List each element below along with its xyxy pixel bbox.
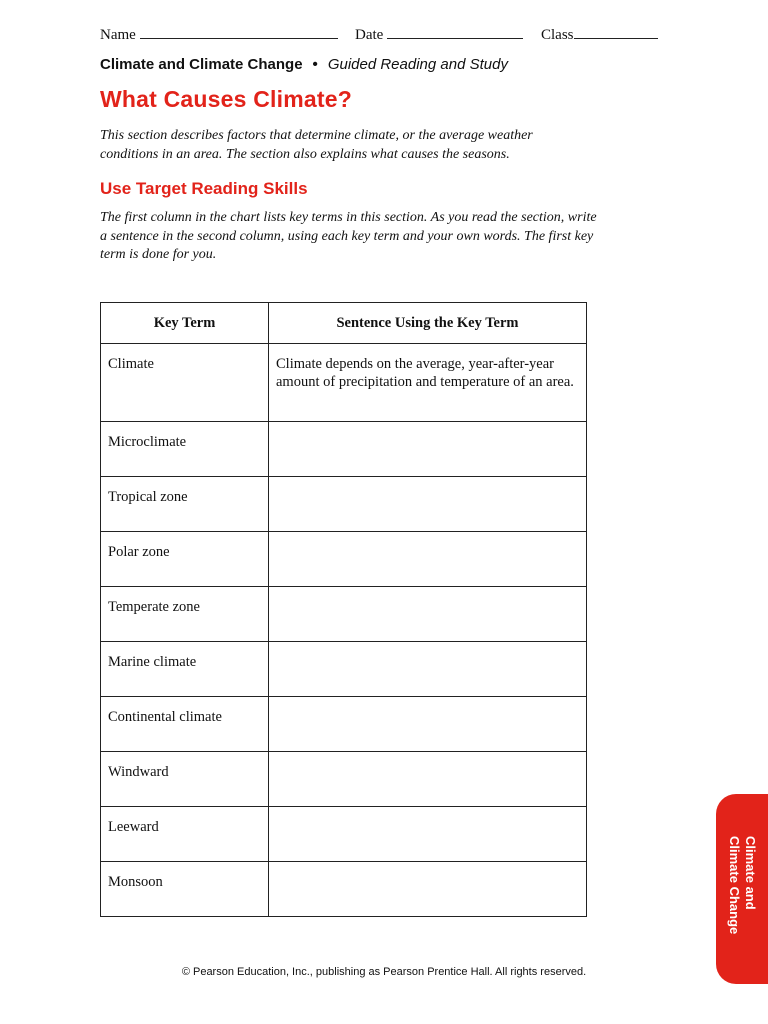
page-title: What Causes Climate? (100, 86, 352, 112)
table-row (101, 752, 587, 807)
chapter-name: Climate and Climate Change (100, 56, 303, 73)
table-row (101, 532, 587, 587)
sentence-cell[interactable] (269, 477, 587, 532)
sentence-cell: Climate depends on the average, year-after-year amount of precipitation and temperature of an area. (269, 344, 587, 422)
table-row (101, 477, 587, 532)
key-term-cell: Climate (101, 344, 269, 422)
key-term-cell: Leeward (101, 807, 269, 862)
sentence-cell[interactable] (269, 807, 587, 862)
copyright-footer: © Pearson Education, Inc., publishing as Pearson Prentice Hall. All rights reserved. (181, 966, 587, 978)
name-field (100, 24, 338, 44)
key-term-cell: Windward (101, 752, 269, 807)
table-row (101, 862, 587, 917)
key-term-cell: Marine climate (101, 642, 269, 697)
sentence-cell[interactable] (269, 697, 587, 752)
key-term-cell: Monsoon (101, 862, 269, 917)
chapter-side-tab (716, 794, 768, 984)
key-term-cell: Tropical zone (101, 477, 269, 532)
class-blank[interactable] (574, 24, 658, 39)
table-row (101, 697, 587, 752)
instructions-text: The first column in the chart lists key terms in this section. As you read the section, write a sentence in the second column, using each key term and your own words. The first key term is done for you. (100, 210, 597, 262)
chapter-subtitle: Guided Reading and Study (327, 56, 508, 73)
class-label: Class (541, 27, 574, 43)
sentence-cell[interactable] (269, 862, 587, 917)
table-row (101, 344, 587, 422)
header-key-term: Key Term (101, 303, 269, 344)
table-row (101, 587, 587, 642)
sentence-cell[interactable] (269, 642, 587, 697)
date-field (355, 24, 523, 44)
key-term-cell: Continental climate (101, 697, 269, 752)
key-term-cell: Microclimate (101, 422, 269, 477)
table-header-row (101, 303, 587, 344)
section-heading: Use Target Reading Skills (100, 179, 308, 198)
sentence-cell[interactable] (269, 752, 587, 807)
chapter-line (100, 56, 508, 73)
key-term-cell: Polar zone (101, 532, 269, 587)
name-blank[interactable] (140, 24, 338, 39)
class-field (541, 24, 658, 44)
key-term-cell: Temperate zone (101, 587, 269, 642)
side-tab-label (724, 836, 758, 960)
sentence-cell[interactable] (269, 422, 587, 477)
header-sentence: Sentence Using the Key Term (269, 303, 587, 344)
sentence-cell[interactable] (269, 532, 587, 587)
date-label: Date (355, 27, 384, 43)
name-label: Name (100, 27, 136, 43)
table-row (101, 807, 587, 862)
chapter-bullet: • (312, 56, 318, 73)
student-info-line (100, 24, 670, 46)
sentence-cell[interactable] (269, 587, 587, 642)
intro-text: This section describes factors that determine climate, or the average weather conditions in an area. The section also explains what causes the seasons. (100, 128, 533, 162)
side-tab-line2: Climate Change (727, 836, 742, 935)
key-term-table (100, 302, 587, 917)
side-tab-line1: Climate and (743, 836, 758, 910)
table-row (101, 422, 587, 477)
table-row (101, 642, 587, 697)
date-blank[interactable] (387, 24, 523, 39)
